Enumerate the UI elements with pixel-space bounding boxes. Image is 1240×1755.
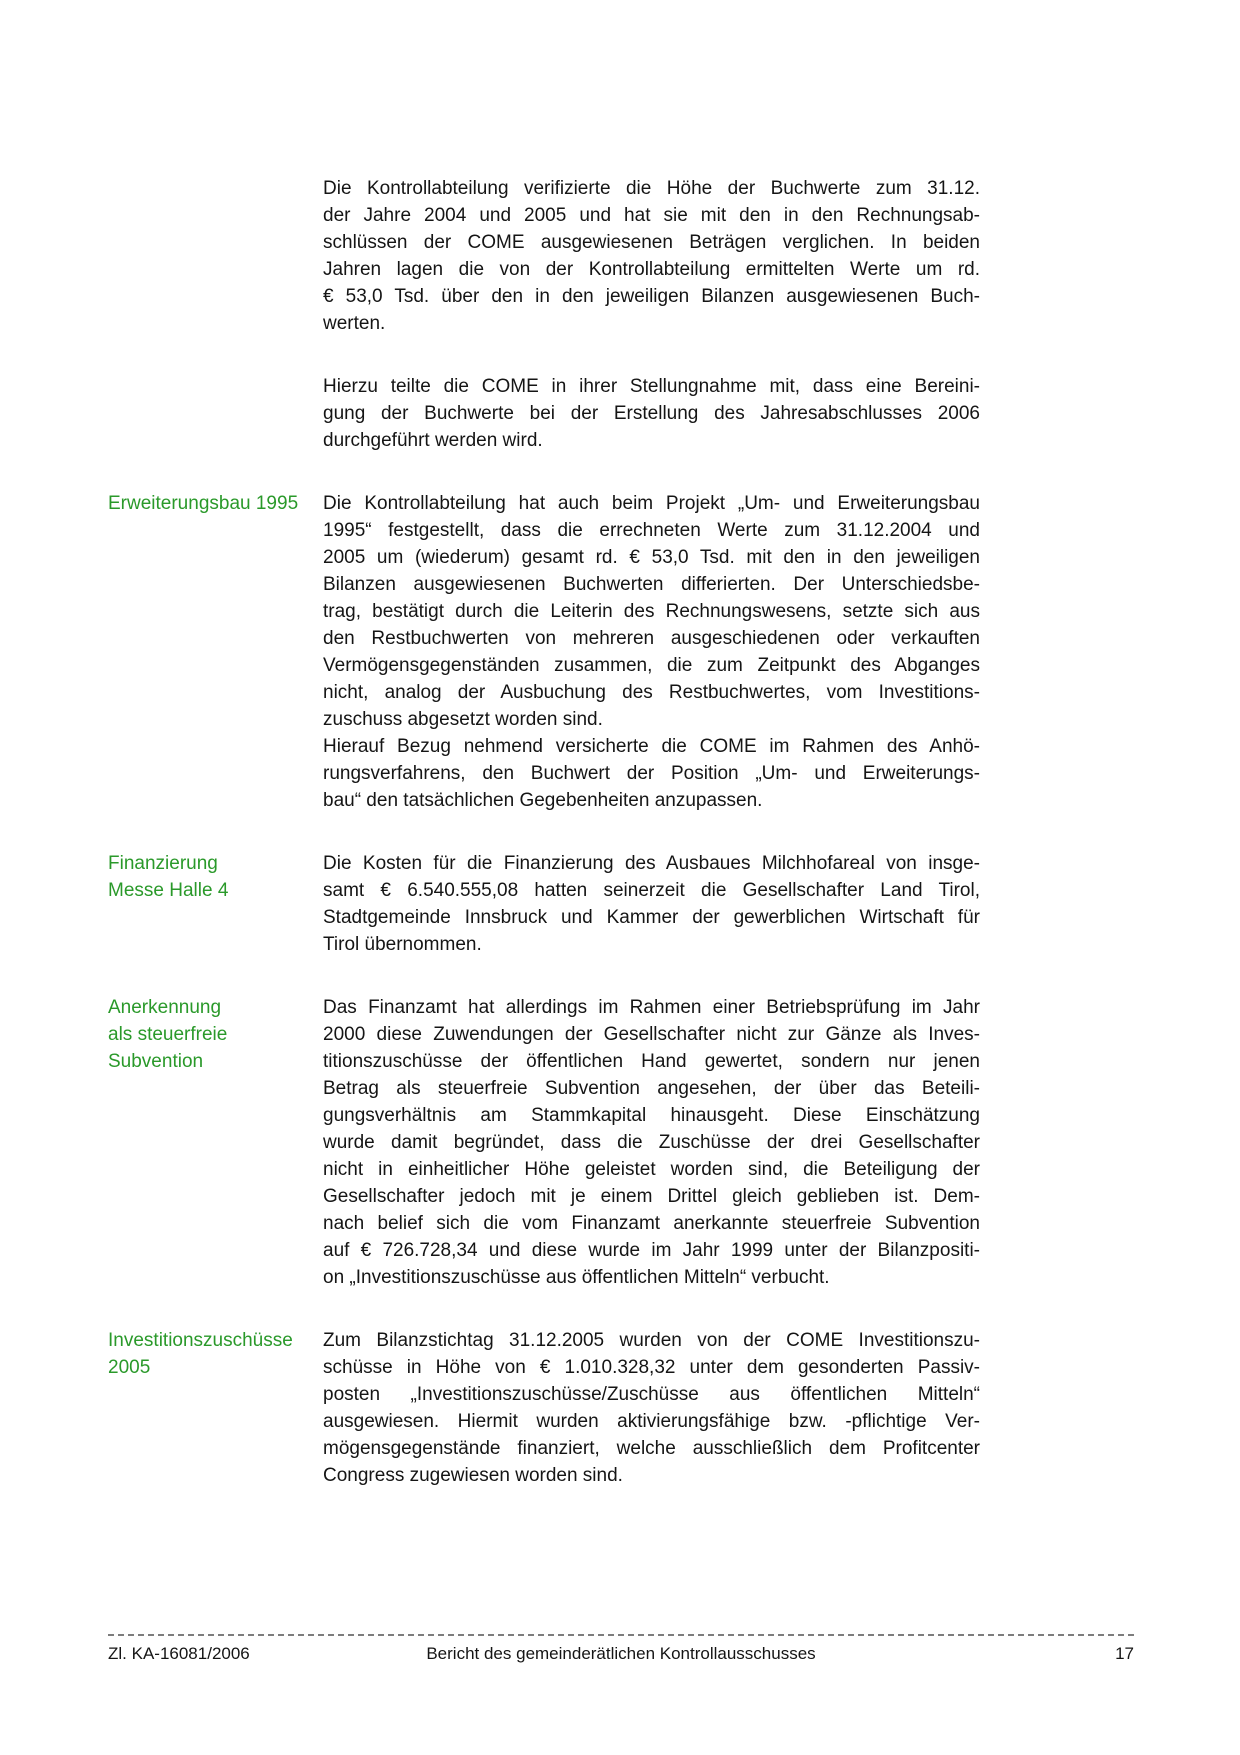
body-text-line: Jahren lagen die von der Kontrollabteilung ermittelten Werte um rd. bbox=[323, 259, 980, 280]
margin-label bbox=[108, 850, 323, 958]
section-block bbox=[108, 1327, 980, 1489]
body-text-line: samt € 6.540.555,08 hatten seinerzeit die Gesellschafter Land Tirol, bbox=[323, 880, 980, 901]
body-text-line: Zum Bilanzstichtag 31.12.2005 wurden von der COME Investitionszu- bbox=[323, 1330, 980, 1351]
margin-label bbox=[108, 490, 323, 814]
body-text-line: Die Kontrollabteilung hat auch beim Projekt „Um- und Erweiterungsbau bbox=[323, 493, 980, 514]
body-text-line: 1995“ festgestellt, dass die errechneten Werte zum 31.12.2004 und bbox=[323, 520, 980, 541]
margin-label-line: 2005 bbox=[108, 1357, 151, 1378]
body-text-line: gung der Buchwerte bei der Erstellung des Jahresabschlusses 2006 bbox=[323, 403, 980, 424]
margin-label bbox=[108, 1327, 323, 1489]
paragraph bbox=[323, 373, 980, 454]
section-block bbox=[108, 373, 980, 454]
body-text-line: zuschuss abgesetzt worden sind. bbox=[323, 709, 603, 730]
paragraph bbox=[323, 994, 980, 1291]
section-text bbox=[323, 490, 980, 814]
body-text-line: Gesellschafter jedoch mit je einem Drittel gleich geblieben ist. Dem- bbox=[323, 1186, 980, 1207]
body-text-line: Hierzu teilte die COME in ihrer Stellungnahme mit, dass eine Bereini- bbox=[323, 376, 980, 397]
body-text-line: bau“ den tatsächlichen Gegebenheiten anzupassen. bbox=[323, 790, 763, 811]
footer-divider bbox=[108, 1634, 1134, 1636]
body-text-line: auf € 726.728,34 und diese wurde im Jahr 1999 unter der Bilanzpositi- bbox=[323, 1240, 980, 1261]
margin-label-line: als steuerfreie bbox=[108, 1024, 228, 1045]
footer bbox=[108, 1643, 1134, 1665]
body-text-line: 2000 diese Zuwendungen der Gesellschafter nicht zur Gänze als Inves- bbox=[323, 1024, 980, 1045]
margin-label-line: Investitionszuschüsse bbox=[108, 1330, 293, 1351]
section-text bbox=[323, 994, 980, 1291]
body-text-line: Hierauf Bezug nehmend versicherte die COME im Rahmen des Anhö- bbox=[323, 736, 980, 757]
body-text-line: der Jahre 2004 und 2005 und hat sie mit den in den Rechnungsab- bbox=[323, 205, 980, 226]
body-text-line: Betrag als steuerfreie Subvention angesehen, der über das Beteili- bbox=[323, 1078, 980, 1099]
body-text-line: Vermögensgegenständen zusammen, die zum Zeitpunkt des Abganges bbox=[323, 655, 980, 676]
margin-label bbox=[108, 373, 323, 454]
paragraph bbox=[323, 733, 980, 814]
body-text-line: Congress zugewiesen worden sind. bbox=[323, 1465, 623, 1486]
body-text-line: Stadtgemeinde Innsbruck und Kammer der gewerblichen Wirtschaft für bbox=[323, 907, 980, 928]
body-text-line: ausgewiesen. Hiermit wurden aktivierungsfähige bzw. -pflichtige Ver- bbox=[323, 1411, 980, 1432]
section-text bbox=[323, 373, 980, 454]
margin-label-line: Anerkennung bbox=[108, 997, 222, 1018]
margin-label bbox=[108, 994, 323, 1291]
body-text-line: on „Investitionszuschüsse aus öffentlichen Mitteln“ verbucht. bbox=[323, 1267, 830, 1288]
body-text-line: nach belief sich die vom Finanzamt anerkannte steuerfreie Subvention bbox=[323, 1213, 980, 1234]
section-block bbox=[108, 994, 980, 1291]
margin-label-line: Finanzierung bbox=[108, 853, 218, 874]
body-text-line: schüsse in Höhe von € 1.010.328,32 unter dem gesonderten Passiv- bbox=[323, 1357, 980, 1378]
paragraph bbox=[323, 490, 980, 733]
footer-page-number: 17 bbox=[1115, 1644, 1135, 1663]
margin-label-line: Subvention bbox=[108, 1051, 204, 1072]
section-text bbox=[323, 1327, 980, 1489]
paragraph bbox=[323, 1327, 980, 1489]
margin-label-line: Messe Halle 4 bbox=[108, 880, 229, 901]
body-text-line: rungsverfahrens, den Buchwert der Position „Um- und Erweiterungs- bbox=[323, 763, 980, 784]
body-text-line: nicht in einheitlicher Höhe geleistet worden sind, die Beteiligung der bbox=[323, 1159, 980, 1180]
margin-label bbox=[108, 175, 323, 337]
body-text-line: 2005 um (wiederum) gesamt rd. € 53,0 Tsd. mit den in den jeweiligen bbox=[323, 547, 980, 568]
margin-label-line: Erweiterungsbau 1995 bbox=[108, 493, 299, 514]
section-text bbox=[323, 175, 980, 337]
body-text-line: wurde damit begründet, dass die Zuschüsse der drei Gesellschafter bbox=[323, 1132, 980, 1153]
body-text-line: titionszuschüsse der öffentlichen Hand gewertet, sondern nur jenen bbox=[323, 1051, 980, 1072]
footer-reference: Zl. KA-16081/2006 bbox=[108, 1644, 250, 1663]
body-text-line: Tirol übernommen. bbox=[323, 934, 482, 955]
section-block bbox=[108, 850, 980, 958]
paragraph bbox=[323, 175, 980, 337]
body-text-line: Das Finanzamt hat allerdings im Rahmen einer Betriebsprüfung im Jahr bbox=[323, 997, 980, 1018]
body-text-line: den Restbuchwerten von mehreren ausgeschiedenen oder verkauften bbox=[323, 628, 980, 649]
body-text-line: Die Kosten für die Finanzierung des Ausbaues Milchhofareal von insge- bbox=[323, 853, 980, 874]
body-text-line: posten „Investitionszuschüsse/Zuschüsse aus öffentlichen Mitteln“ bbox=[323, 1384, 980, 1405]
body-text-line: Bilanzen ausgewiesenen Buchwerten differierten. Der Unterschiedsbe- bbox=[323, 574, 980, 595]
section-block bbox=[108, 175, 980, 337]
body-text-line: werten. bbox=[323, 313, 386, 334]
footer-title: Bericht des gemeinderätlichen Kontrollausschusses bbox=[426, 1644, 816, 1663]
body-text-line: € 53,0 Tsd. über den in den jeweiligen Bilanzen ausgewiesenen Buch- bbox=[323, 286, 980, 307]
body-text-line: schlüssen der COME ausgewiesenen Beträgen verglichen. In beiden bbox=[323, 232, 980, 253]
body-text-line: durchgeführt werden wird. bbox=[323, 430, 543, 451]
paragraph bbox=[323, 850, 980, 958]
body-text-line: trag, bestätigt durch die Leiterin des Rechnungswesens, setzte sich aus bbox=[323, 601, 980, 622]
body-text-line: Die Kontrollabteilung verifizierte die Höhe der Buchwerte zum 31.12. bbox=[323, 178, 980, 199]
section-block bbox=[108, 490, 980, 814]
section-text bbox=[323, 850, 980, 958]
body-text-line: mögensgegenstände finanziert, welche ausschließlich dem Profitcenter bbox=[323, 1438, 980, 1459]
body-text-line: nicht, analog der Ausbuchung des Restbuchwertes, vom Investitions- bbox=[323, 682, 980, 703]
body-text-line: gungsverhältnis am Stammkapital hinausgeht. Diese Einschätzung bbox=[323, 1105, 980, 1126]
document-body bbox=[108, 175, 980, 1525]
